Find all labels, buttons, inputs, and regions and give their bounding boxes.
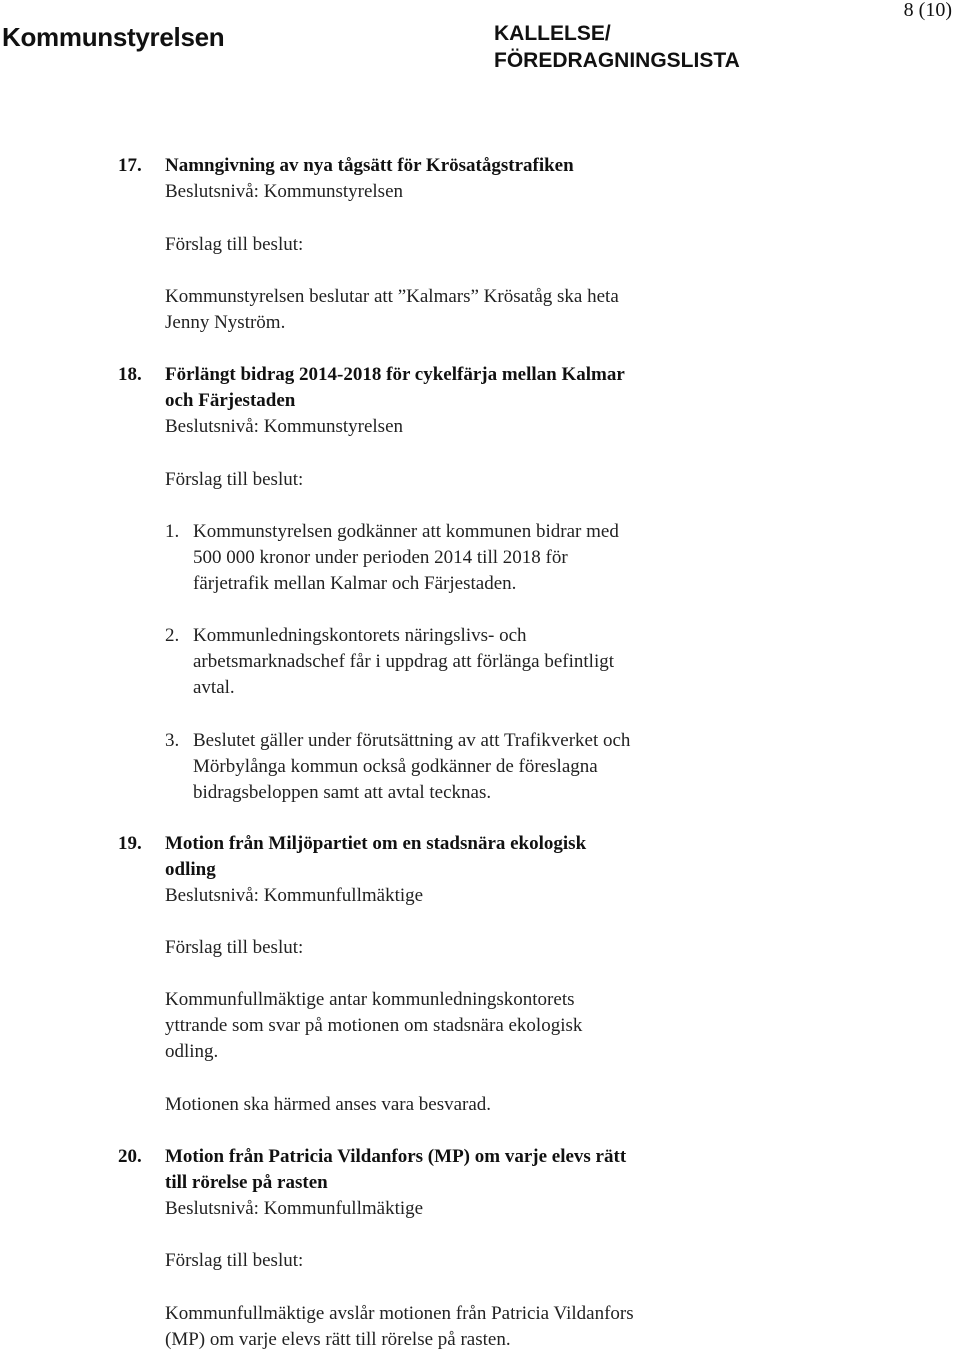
document-type-line-2: FÖREDRAGNINGSLISTA bbox=[494, 49, 740, 72]
item-number: 17. bbox=[118, 155, 142, 176]
proposal-text-line: (MP) om varje elevs rätt till rörelse på rasten. bbox=[165, 1329, 511, 1350]
document-type-line-1: KALLELSE/ bbox=[494, 22, 611, 45]
decision-level: Beslutsnivå: Kommunstyrelsen bbox=[165, 416, 404, 437]
proposal-label: Förslag till beslut: bbox=[165, 234, 304, 255]
point-text-line: färjetrafik mellan Kalmar och Färjestaden. bbox=[193, 573, 517, 594]
document-type bbox=[494, 20, 740, 74]
proposal-label: Förslag till beslut: bbox=[165, 469, 304, 490]
point-text-line: bidragsbeloppen samt att avtal tecknas. bbox=[193, 782, 492, 803]
item-title-line: Motion från Miljöpartiet om en stadsnära ekologisk bbox=[165, 833, 587, 854]
point-number: 1. bbox=[165, 521, 180, 542]
item-title-line: Motion från Patricia Vildanfors (MP) om varje elevs rätt bbox=[165, 1146, 627, 1167]
point-text-line: avtal. bbox=[193, 677, 235, 698]
point-text-line: 500 000 kronor under perioden 2014 till 2018 för bbox=[193, 547, 568, 568]
item-number: 19. bbox=[118, 833, 142, 854]
item-title-line: Namngivning av nya tågsätt för Krösatågstrafiken bbox=[165, 155, 574, 176]
decision-level: Beslutsnivå: Kommunstyrelsen bbox=[165, 181, 404, 202]
page-number: 8 (10) bbox=[903, 0, 952, 21]
proposal-text-line: Kommunfullmäktige avslår motionen från Patricia Vildanfors bbox=[165, 1303, 634, 1324]
proposal-text-line: Kommunfullmäktige antar kommunledningskontorets bbox=[165, 989, 575, 1010]
item-number: 20. bbox=[118, 1146, 142, 1167]
item-title-line: Förlängt bidrag 2014-2018 för cykelfärja mellan Kalmar bbox=[165, 364, 625, 385]
point-number: 2. bbox=[165, 625, 180, 646]
decision-level: Beslutsnivå: Kommunfullmäktige bbox=[165, 885, 424, 906]
proposal-text-line: yttrande som svar på motionen om stadsnära ekologisk bbox=[165, 1015, 583, 1036]
point-number: 3. bbox=[165, 730, 180, 751]
point-text-line: arbetsmarknadschef får i uppdrag att förlänga befintligt bbox=[193, 651, 614, 672]
point-text-line: Kommunstyrelsen godkänner att kommunen bidrar med bbox=[193, 521, 619, 542]
decision-level: Beslutsnivå: Kommunfullmäktige bbox=[165, 1198, 424, 1219]
item-title-line: och Färjestaden bbox=[165, 390, 296, 411]
proposal-label: Förslag till beslut: bbox=[165, 1250, 304, 1271]
point-text-line: Mörbylånga kommun också godkänner de föreslagna bbox=[193, 756, 598, 777]
proposal-text-line: Jenny Nyström. bbox=[165, 312, 286, 333]
item-title-line: odling bbox=[165, 859, 216, 880]
item-title-line: till rörelse på rasten bbox=[165, 1172, 328, 1193]
point-text-line: Kommunledningskontorets näringslivs- och bbox=[193, 625, 527, 646]
proposal-text-line: Kommunstyrelsen beslutar att ”Kalmars” Krösatåg ska heta bbox=[165, 286, 619, 307]
point-text-line: Beslutet gäller under förutsättning av att Trafikverket och bbox=[193, 730, 631, 751]
proposal-label: Förslag till beslut: bbox=[165, 937, 304, 958]
proposal-text-line: odling. bbox=[165, 1041, 219, 1062]
organization-name: Kommunstyrelsen bbox=[2, 22, 225, 52]
item-number: 18. bbox=[118, 364, 142, 385]
proposal-text-line: Motionen ska härmed anses vara besvarad. bbox=[165, 1094, 492, 1115]
